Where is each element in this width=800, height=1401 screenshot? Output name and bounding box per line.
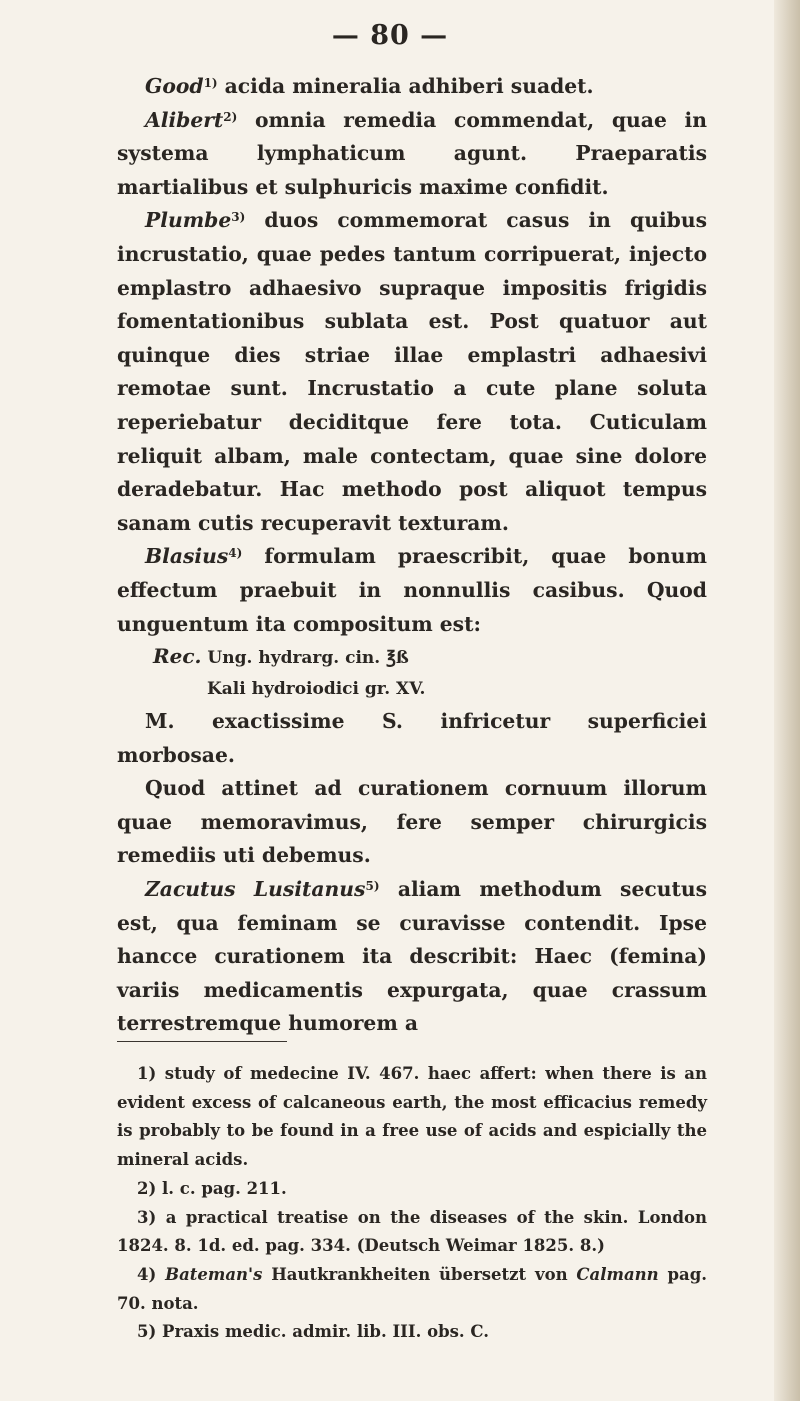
paragraph-text: duos commemorat casus in quibus incrustatio, quae pedes tantum corripuerat, injecto emplastro adhaesivo supraque impositis frigidis fomentationibus sublata est. Post quatuor aut quinque dies striae illae emplastri adhaesivi remotae sunt. Incrustatio a cute plane soluta reperiebatur deciditque fere tota. Cuticulam reliquit albam, male contectam, quae sine dolore deradebatur. Hac methodo post aliquot tempus sanam cutis recuperavit texturam.: [117, 208, 707, 535]
footnote-ref: 5): [365, 879, 380, 894]
footnote-5: 5) Praxis medic. admir. lib. III. obs. C.: [137, 1322, 489, 1342]
paragraph-blasius: [117, 540, 707, 641]
paragraph-zacutus: [117, 873, 707, 1041]
recipe-label: Rec.: [153, 644, 202, 669]
footnote-ref: 1): [203, 76, 218, 90]
footnote-ref: 2): [223, 109, 238, 124]
footnote-4-author: Bateman's: [165, 1264, 263, 1284]
paragraph-text: aliam methodum secutus est, qua feminam se curavisse contendit. Ipse hancce curationem ita describit: Haec (femina) variis medicamentis expurgata, quae crassum terrestremque humorem a: [117, 877, 707, 1036]
footnotes: [117, 1060, 707, 1347]
footnote-3: 3) a practical treatise on the diseases of the skin. London 1824. 8. 1d. ed. pag. 334. (Deutsch Weimar 1825. 8.): [117, 1207, 707, 1256]
author-name: Alibert: [145, 107, 224, 132]
paragraph-plumbe: [117, 204, 707, 540]
paragraph-alibert: [117, 104, 707, 205]
footnote-ref: 3): [231, 210, 246, 225]
recipe-ingredient-1: Ung. hydrarg. cin. ℥ß: [207, 648, 409, 669]
footnote-2: 2) l. c. pag. 211.: [137, 1178, 287, 1198]
paragraph-cornua: Quod attinet ad curationem cornuum illorum quae memoravimus, fere semper chirurgicis remediis uti debemus.: [117, 776, 707, 868]
footnote-4-text: Hautkrankheiten übersetzt von: [262, 1264, 577, 1284]
body-text: [117, 70, 707, 1041]
author-name: Plumbe: [145, 208, 232, 233]
paragraph-text: acida mineralia adhiberi suadet.: [217, 74, 594, 98]
footnote-ref: 4): [228, 546, 243, 561]
recipe-ingredient-2: Kali hydroiodici gr. XV.: [207, 679, 426, 700]
recipe: [117, 641, 707, 705]
recipe-line-1: [117, 641, 707, 674]
paragraph-text: omnia remedia commendat, quae in systema lymphaticum agunt. Praeparatis martialibus et sulphuricis maxime confidit.: [117, 107, 707, 199]
author-name: Blasius: [145, 544, 229, 569]
footnote-4-translator: Calmann: [576, 1264, 659, 1284]
author-name: Good: [145, 74, 204, 98]
footnote-4: [117, 1261, 707, 1318]
author-name: Zacutus Lusitanus: [145, 877, 366, 902]
footnote-1: 1) study of medecine IV. 467. haec affert: when there is an evident excess of calcaneous earth, the most efficacius remedy is probably to be found in a free use of acids and espicially the mineral acids.: [117, 1064, 707, 1170]
page-edge: [774, 0, 800, 1401]
footnote-4-page: pag. 70. nota.: [117, 1264, 707, 1313]
paragraph-text: formulam praescribit, quae bonum effectum praebuit in nonnullis casibus. Quod unguentum ita compositum est:: [117, 544, 707, 636]
footnote-4-number: 4): [137, 1264, 166, 1284]
paragraph-good: [117, 70, 707, 104]
footnote-divider: [117, 1041, 287, 1042]
page-header: — 80 —: [331, 20, 449, 51]
recipe-instruction: M. exactissime S. infricetur superficiei morbosae.: [117, 709, 707, 767]
